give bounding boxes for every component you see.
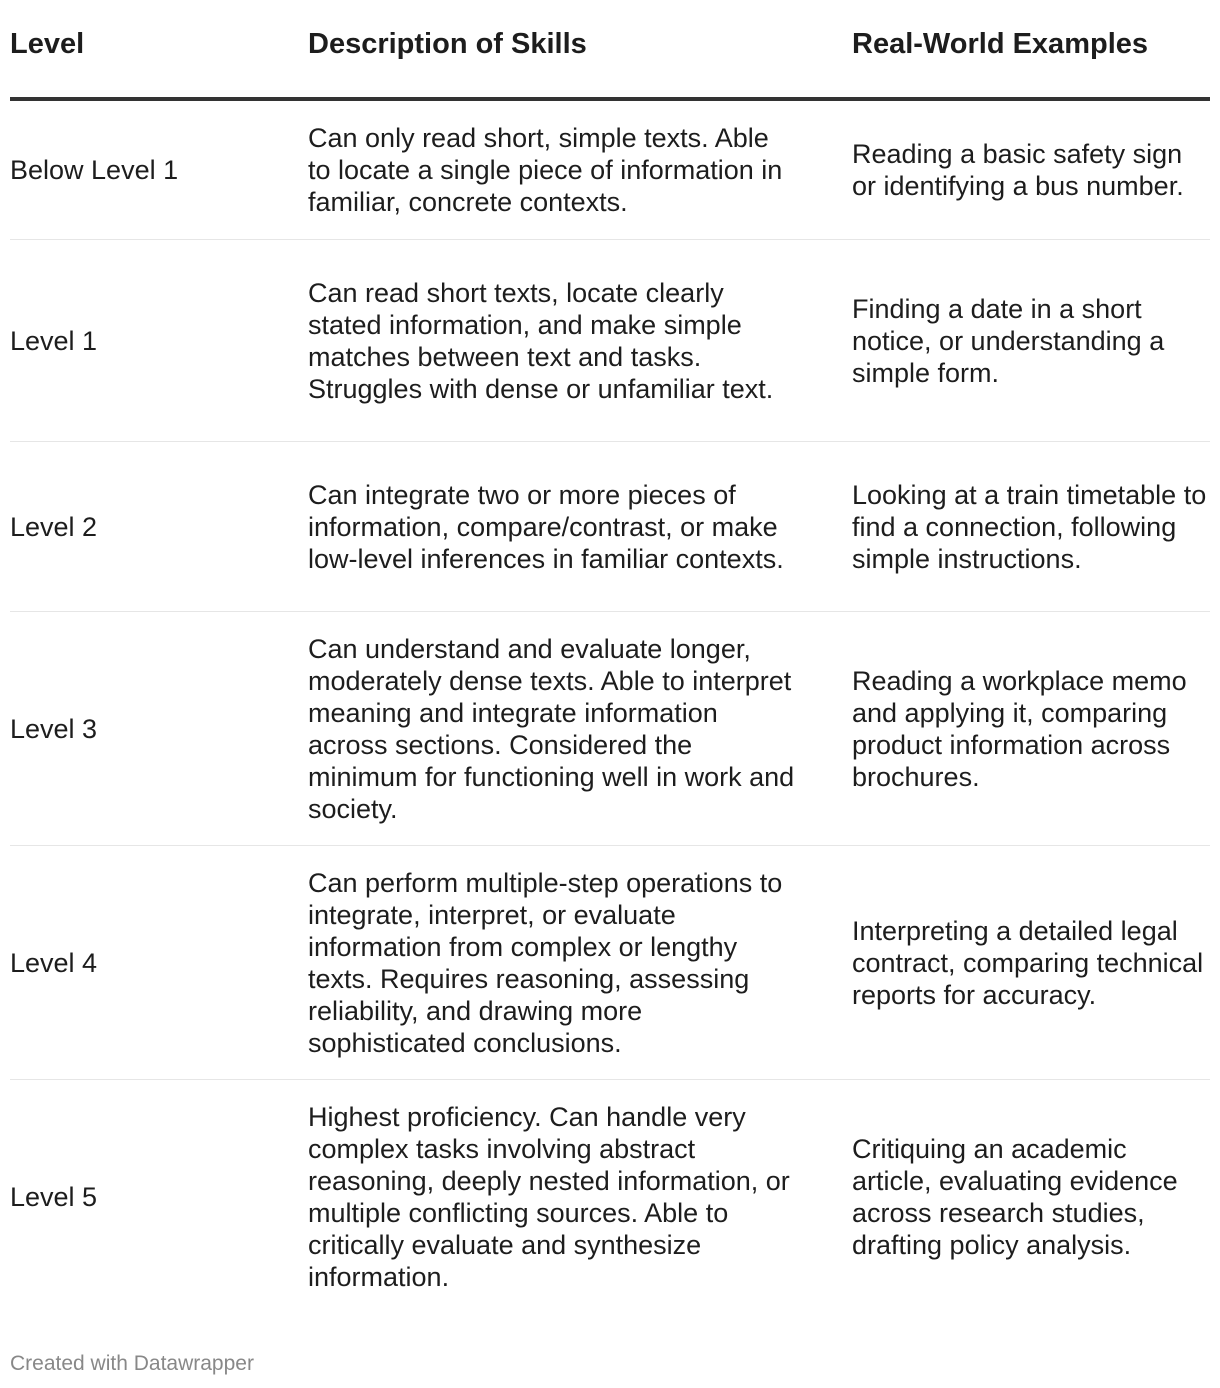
datawrapper-credit: Created with Datawrapper	[10, 1352, 254, 1375]
literacy-levels-table	[10, 0, 1210, 1313]
column-header-description: Description of Skills	[308, 0, 852, 99]
table-row	[10, 612, 1210, 846]
example-cell: Reading a workplace memo and applying it, comparing product information across brochures.	[852, 612, 1210, 846]
example-cell: Critiquing an academic article, evaluating evidence across research studies, drafting policy analysis.	[852, 1133, 1178, 1260]
description-cell: Can understand and evaluate longer, moderately dense texts. Able to interpret meaning and integrate information across sections. Considered the minimum for functioning well in work and society.	[308, 612, 852, 846]
level-cell: Level 2	[10, 442, 308, 612]
example-cell: Interpreting a detailed legal contract, comparing technical reports for accuracy.	[852, 846, 1210, 1080]
table-row	[10, 846, 1210, 1080]
level-cell: Level 5	[10, 1181, 98, 1212]
description-cell: Can perform multiple-step operations to integrate, interpret, or evaluate information from complex or lengthy texts. Requires reasoning, assessing reliability, and drawing more sophisticated conclusions.	[308, 846, 852, 1080]
table-row	[10, 1080, 1210, 1314]
description-cell: Can integrate two or more pieces of information, compare/contrast, or make low-level inferences in familiar contexts.	[308, 442, 852, 612]
literacy-levels-table-container	[10, 0, 1210, 1313]
table-row	[10, 442, 1210, 612]
example-cell: Finding a date in a short notice, or understanding a simple form.	[852, 240, 1210, 442]
level-cell: Below Level 1	[10, 99, 308, 240]
level-cell: Level 3	[10, 612, 308, 846]
example-cell: Looking at a train timetable to find a connection, following simple instructions.	[852, 442, 1210, 612]
description-cell: Can read short texts, locate clearly stated information, and make simple matches between text and tasks. Struggles with dense or unfamiliar text.	[308, 240, 852, 442]
example-cell: Reading a basic safety sign or identifying a bus number.	[852, 99, 1210, 240]
level-cell: Level 1	[10, 240, 308, 442]
description-cell: Can only read short, simple texts. Able to locate a single piece of information in familiar, concrete contexts.	[308, 99, 852, 240]
table-header-row	[10, 0, 1210, 99]
column-header-examples: Real-World Examples	[852, 0, 1210, 99]
table-row	[10, 240, 1210, 442]
level-cell: Level 4	[10, 846, 308, 1080]
column-header-level: Level	[10, 0, 308, 99]
description-cell: Highest proficiency. Can handle very complex tasks involving abstract reasoning, deeply nested information, or multiple conflicting sources. Able to critically evaluate and synthesize information.	[308, 1101, 790, 1292]
table-row	[10, 99, 1210, 240]
